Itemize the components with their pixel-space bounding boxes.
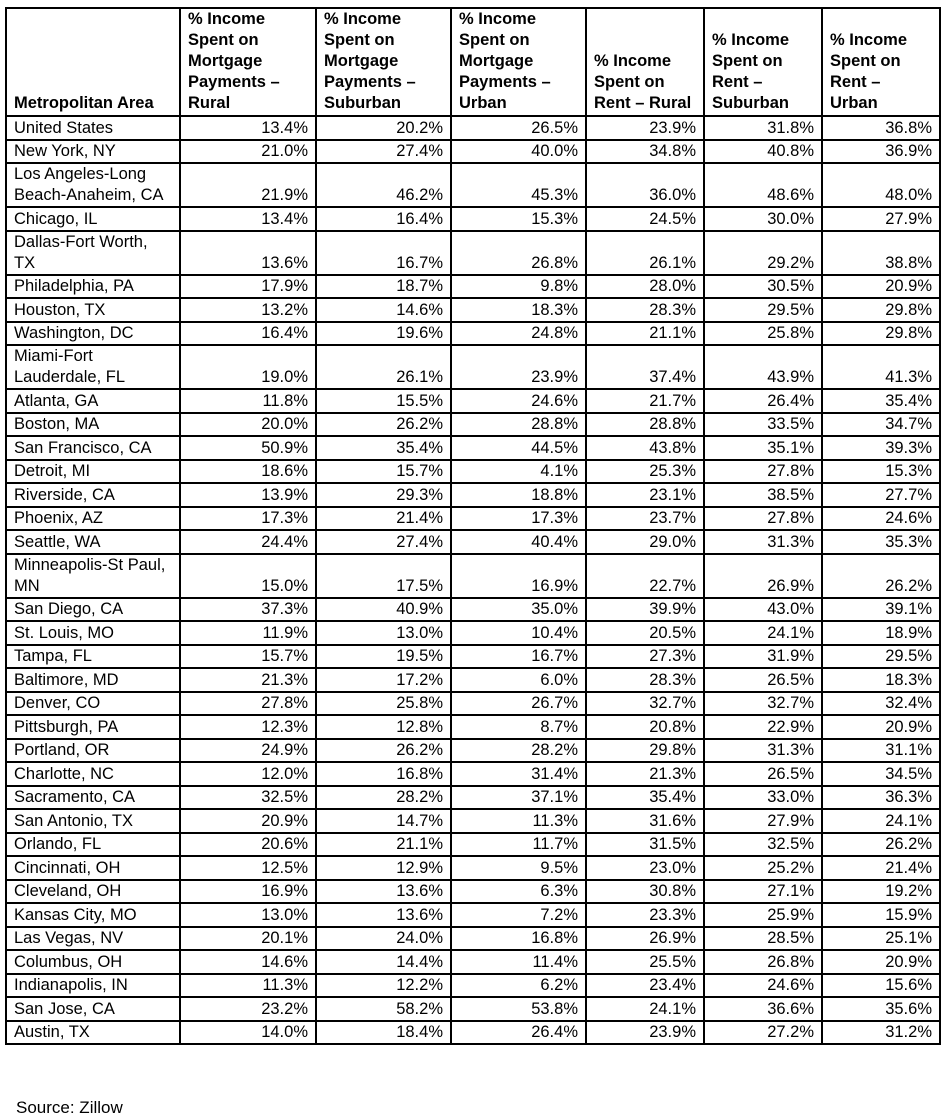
rent-urban-cell: 15.6% [822, 974, 940, 998]
mortgage-suburban-cell: 27.4% [316, 140, 451, 164]
rent-urban-cell: 20.9% [822, 950, 940, 974]
rent-urban-cell: 31.1% [822, 739, 940, 763]
rent-suburban-cell: 26.9% [704, 554, 822, 598]
rent-rural-cell: 21.3% [586, 762, 704, 786]
mortgage-rural-cell: 32.5% [180, 786, 316, 810]
rent-suburban-cell: 30.5% [704, 275, 822, 299]
rent-suburban-cell: 31.3% [704, 739, 822, 763]
mortgage-urban-cell: 16.8% [451, 927, 586, 951]
mortgage-suburban-cell: 13.6% [316, 880, 451, 904]
rent-suburban-cell: 43.9% [704, 345, 822, 389]
rent-urban-cell: 29.8% [822, 298, 940, 322]
mortgage-urban-cell: 7.2% [451, 903, 586, 927]
mortgage-urban-cell: 31.4% [451, 762, 586, 786]
rent-rural-cell: 29.0% [586, 530, 704, 554]
rent-rural-cell: 23.0% [586, 856, 704, 880]
metro-cell: Tampa, FL [6, 645, 180, 669]
table-row [6, 880, 940, 904]
mortgage-urban-cell: 18.3% [451, 298, 586, 322]
mortgage-urban-cell: 16.7% [451, 645, 586, 669]
rent-suburban-cell: 29.2% [704, 231, 822, 275]
metro-cell: Denver, CO [6, 692, 180, 716]
mortgage-suburban-cell: 18.4% [316, 1021, 451, 1045]
mortgage-suburban-cell: 12.2% [316, 974, 451, 998]
mortgage-suburban-cell: 17.2% [316, 668, 451, 692]
metro-cell: Dallas-Fort Worth, TX [6, 231, 180, 275]
mortgage-rural-cell: 17.3% [180, 507, 316, 531]
metro-cell: Phoenix, AZ [6, 507, 180, 531]
mortgage-suburban-cell: 26.2% [316, 413, 451, 437]
rent-urban-cell: 27.7% [822, 483, 940, 507]
mortgage-suburban-cell: 18.7% [316, 275, 451, 299]
mortgage-rural-cell: 11.3% [180, 974, 316, 998]
table-row [6, 507, 940, 531]
mortgage-urban-cell: 26.4% [451, 1021, 586, 1045]
mortgage-suburban-cell: 21.4% [316, 507, 451, 531]
table-row [6, 809, 940, 833]
rent-suburban-cell: 33.0% [704, 786, 822, 810]
mortgage-urban-cell: 4.1% [451, 460, 586, 484]
header-mortgage-suburban: % Income Spent on Mortgage Payments – Suburban [316, 8, 451, 116]
mortgage-urban-cell: 26.5% [451, 116, 586, 140]
mortgage-rural-cell: 14.0% [180, 1021, 316, 1045]
rent-urban-cell: 35.4% [822, 389, 940, 413]
mortgage-urban-cell: 40.4% [451, 530, 586, 554]
rent-rural-cell: 31.6% [586, 809, 704, 833]
rent-suburban-cell: 27.1% [704, 880, 822, 904]
metro-cell: Portland, OR [6, 739, 180, 763]
rent-rural-cell: 36.0% [586, 163, 704, 207]
mortgage-rural-cell: 21.3% [180, 668, 316, 692]
rent-rural-cell: 21.7% [586, 389, 704, 413]
mortgage-urban-cell: 26.8% [451, 231, 586, 275]
mortgage-suburban-cell: 14.7% [316, 809, 451, 833]
mortgage-urban-cell: 8.7% [451, 715, 586, 739]
table-row [6, 298, 940, 322]
metro-cell: Austin, TX [6, 1021, 180, 1045]
rent-suburban-cell: 27.9% [704, 809, 822, 833]
mortgage-urban-cell: 10.4% [451, 621, 586, 645]
metro-cell: Washington, DC [6, 322, 180, 346]
mortgage-urban-cell: 24.6% [451, 389, 586, 413]
header-mortgage-rural: % Income Spent on Mortgage Payments – Rural [180, 8, 316, 116]
rent-urban-cell: 15.3% [822, 460, 940, 484]
mortgage-urban-cell: 28.8% [451, 413, 586, 437]
mortgage-rural-cell: 19.0% [180, 345, 316, 389]
rent-rural-cell: 34.8% [586, 140, 704, 164]
mortgage-rural-cell: 14.6% [180, 950, 316, 974]
rent-suburban-cell: 26.4% [704, 389, 822, 413]
mortgage-suburban-cell: 29.3% [316, 483, 451, 507]
metro-cell: San Jose, CA [6, 997, 180, 1021]
mortgage-urban-cell: 37.1% [451, 786, 586, 810]
rent-urban-cell: 26.2% [822, 833, 940, 857]
rent-urban-cell: 24.1% [822, 809, 940, 833]
metro-cell: Miami-Fort Lauderdale, FL [6, 345, 180, 389]
mortgage-suburban-cell: 24.0% [316, 927, 451, 951]
mortgage-rural-cell: 24.4% [180, 530, 316, 554]
mortgage-urban-cell: 9.8% [451, 275, 586, 299]
mortgage-rural-cell: 24.9% [180, 739, 316, 763]
rent-urban-cell: 48.0% [822, 163, 940, 207]
mortgage-rural-cell: 12.0% [180, 762, 316, 786]
mortgage-suburban-cell: 19.6% [316, 322, 451, 346]
mortgage-suburban-cell: 35.4% [316, 436, 451, 460]
rent-urban-cell: 20.9% [822, 275, 940, 299]
table-row [6, 950, 940, 974]
mortgage-suburban-cell: 17.5% [316, 554, 451, 598]
rent-urban-cell: 29.8% [822, 322, 940, 346]
mortgage-urban-cell: 6.2% [451, 974, 586, 998]
mortgage-suburban-cell: 16.8% [316, 762, 451, 786]
table-row [6, 275, 940, 299]
mortgage-urban-cell: 45.3% [451, 163, 586, 207]
metro-cell: Cincinnati, OH [6, 856, 180, 880]
metro-cell: St. Louis, MO [6, 621, 180, 645]
table-row [6, 833, 940, 857]
mortgage-suburban-cell: 15.7% [316, 460, 451, 484]
mortgage-suburban-cell: 19.5% [316, 645, 451, 669]
mortgage-suburban-cell: 26.2% [316, 739, 451, 763]
mortgage-suburban-cell: 15.5% [316, 389, 451, 413]
metro-cell: Los Angeles-Long Beach-Anaheim, CA [6, 163, 180, 207]
metro-cell: Boston, MA [6, 413, 180, 437]
mortgage-rural-cell: 20.9% [180, 809, 316, 833]
metro-cell: Chicago, IL [6, 207, 180, 231]
metro-cell: United States [6, 116, 180, 140]
rent-suburban-cell: 31.8% [704, 116, 822, 140]
rent-urban-cell: 36.9% [822, 140, 940, 164]
table-row [6, 1021, 940, 1045]
metro-cell: Las Vegas, NV [6, 927, 180, 951]
mortgage-rural-cell: 20.6% [180, 833, 316, 857]
mortgage-suburban-cell: 20.2% [316, 116, 451, 140]
header-row [6, 8, 940, 116]
mortgage-rural-cell: 50.9% [180, 436, 316, 460]
rent-rural-cell: 30.8% [586, 880, 704, 904]
table-row [6, 997, 940, 1021]
table-row [6, 389, 940, 413]
rent-rural-cell: 20.5% [586, 621, 704, 645]
header-mortgage-urban: % Income Spent on Mortgage Payments – Urban [451, 8, 586, 116]
metro-cell: Minneapolis-St Paul, MN [6, 554, 180, 598]
mortgage-rural-cell: 13.4% [180, 207, 316, 231]
metro-cell: Orlando, FL [6, 833, 180, 857]
rent-urban-cell: 36.3% [822, 786, 940, 810]
mortgage-urban-cell: 44.5% [451, 436, 586, 460]
rent-urban-cell: 20.9% [822, 715, 940, 739]
rent-suburban-cell: 35.1% [704, 436, 822, 460]
mortgage-suburban-cell: 40.9% [316, 598, 451, 622]
table-row [6, 715, 940, 739]
table-row [6, 322, 940, 346]
mortgage-suburban-cell: 26.1% [316, 345, 451, 389]
mortgage-urban-cell: 9.5% [451, 856, 586, 880]
header-rent-suburban: % Income Spent on Rent – Suburban [704, 8, 822, 116]
table-row [6, 762, 940, 786]
metro-cell: Kansas City, MO [6, 903, 180, 927]
rent-suburban-cell: 27.2% [704, 1021, 822, 1045]
rent-urban-cell: 31.2% [822, 1021, 940, 1045]
mortgage-urban-cell: 15.3% [451, 207, 586, 231]
rent-suburban-cell: 31.9% [704, 645, 822, 669]
rent-suburban-cell: 48.6% [704, 163, 822, 207]
rent-suburban-cell: 29.5% [704, 298, 822, 322]
table-row [6, 483, 940, 507]
mortgage-rural-cell: 20.1% [180, 927, 316, 951]
mortgage-suburban-cell: 25.8% [316, 692, 451, 716]
rent-suburban-cell: 26.5% [704, 762, 822, 786]
mortgage-suburban-cell: 12.9% [316, 856, 451, 880]
metro-cell: New York, NY [6, 140, 180, 164]
metro-cell: Charlotte, NC [6, 762, 180, 786]
rent-rural-cell: 28.0% [586, 275, 704, 299]
table-row [6, 645, 940, 669]
rent-rural-cell: 39.9% [586, 598, 704, 622]
metro-cell: Columbus, OH [6, 950, 180, 974]
mortgage-urban-cell: 11.4% [451, 950, 586, 974]
rent-urban-cell: 18.9% [822, 621, 940, 645]
rent-urban-cell: 29.5% [822, 645, 940, 669]
rent-suburban-cell: 32.5% [704, 833, 822, 857]
table-row [6, 530, 940, 554]
mortgage-rural-cell: 13.0% [180, 903, 316, 927]
rent-suburban-cell: 26.8% [704, 950, 822, 974]
table-row [6, 739, 940, 763]
mortgage-urban-cell: 40.0% [451, 140, 586, 164]
rent-suburban-cell: 38.5% [704, 483, 822, 507]
rent-suburban-cell: 33.5% [704, 413, 822, 437]
mortgage-suburban-cell: 12.8% [316, 715, 451, 739]
mortgage-rural-cell: 11.8% [180, 389, 316, 413]
rent-suburban-cell: 43.0% [704, 598, 822, 622]
rent-urban-cell: 41.3% [822, 345, 940, 389]
mortgage-urban-cell: 24.8% [451, 322, 586, 346]
mortgage-rural-cell: 16.4% [180, 322, 316, 346]
metro-cell: San Francisco, CA [6, 436, 180, 460]
rent-urban-cell: 39.3% [822, 436, 940, 460]
rent-urban-cell: 25.1% [822, 927, 940, 951]
mortgage-suburban-cell: 14.6% [316, 298, 451, 322]
metro-cell: Cleveland, OH [6, 880, 180, 904]
table-row [6, 786, 940, 810]
table-row [6, 554, 940, 598]
table-row [6, 692, 940, 716]
table-body [6, 116, 940, 1044]
rent-rural-cell: 32.7% [586, 692, 704, 716]
rent-rural-cell: 25.5% [586, 950, 704, 974]
mortgage-urban-cell: 6.3% [451, 880, 586, 904]
mortgage-urban-cell: 18.8% [451, 483, 586, 507]
rent-rural-cell: 26.9% [586, 927, 704, 951]
mortgage-suburban-cell: 13.0% [316, 621, 451, 645]
mortgage-suburban-cell: 14.4% [316, 950, 451, 974]
metro-cell: Baltimore, MD [6, 668, 180, 692]
rent-urban-cell: 15.9% [822, 903, 940, 927]
rent-urban-cell: 35.6% [822, 997, 940, 1021]
rent-rural-cell: 23.4% [586, 974, 704, 998]
mortgage-rural-cell: 15.0% [180, 554, 316, 598]
rent-urban-cell: 18.3% [822, 668, 940, 692]
mortgage-suburban-cell: 16.7% [316, 231, 451, 275]
rent-rural-cell: 43.8% [586, 436, 704, 460]
mortgage-urban-cell: 11.7% [451, 833, 586, 857]
rent-urban-cell: 34.7% [822, 413, 940, 437]
mortgage-rural-cell: 12.3% [180, 715, 316, 739]
table-row [6, 207, 940, 231]
header-metro: Metropolitan Area [6, 8, 180, 116]
mortgage-suburban-cell: 16.4% [316, 207, 451, 231]
rent-suburban-cell: 22.9% [704, 715, 822, 739]
rent-rural-cell: 37.4% [586, 345, 704, 389]
mortgage-suburban-cell: 21.1% [316, 833, 451, 857]
rent-rural-cell: 35.4% [586, 786, 704, 810]
rent-rural-cell: 31.5% [586, 833, 704, 857]
rent-suburban-cell: 25.2% [704, 856, 822, 880]
rent-rural-cell: 23.3% [586, 903, 704, 927]
mortgage-rural-cell: 16.9% [180, 880, 316, 904]
rent-rural-cell: 22.7% [586, 554, 704, 598]
rent-suburban-cell: 24.6% [704, 974, 822, 998]
rent-suburban-cell: 31.3% [704, 530, 822, 554]
rent-rural-cell: 28.3% [586, 298, 704, 322]
table-row [6, 436, 940, 460]
mortgage-rural-cell: 18.6% [180, 460, 316, 484]
mortgage-urban-cell: 16.9% [451, 554, 586, 598]
mortgage-rural-cell: 21.0% [180, 140, 316, 164]
mortgage-rural-cell: 17.9% [180, 275, 316, 299]
rent-suburban-cell: 25.9% [704, 903, 822, 927]
metro-cell: Detroit, MI [6, 460, 180, 484]
mortgage-rural-cell: 37.3% [180, 598, 316, 622]
metro-cell: Riverside, CA [6, 483, 180, 507]
rent-rural-cell: 26.1% [586, 231, 704, 275]
rent-rural-cell: 23.9% [586, 1021, 704, 1045]
metro-cell: Indianapolis, IN [6, 974, 180, 998]
rent-suburban-cell: 27.8% [704, 460, 822, 484]
rent-suburban-cell: 28.5% [704, 927, 822, 951]
mortgage-rural-cell: 23.2% [180, 997, 316, 1021]
rent-suburban-cell: 24.1% [704, 621, 822, 645]
table-row [6, 621, 940, 645]
rent-rural-cell: 24.1% [586, 997, 704, 1021]
metro-cell: San Antonio, TX [6, 809, 180, 833]
mortgage-suburban-cell: 27.4% [316, 530, 451, 554]
rent-urban-cell: 39.1% [822, 598, 940, 622]
rent-rural-cell: 28.3% [586, 668, 704, 692]
metro-cell: Sacramento, CA [6, 786, 180, 810]
mortgage-rural-cell: 11.9% [180, 621, 316, 645]
rent-urban-cell: 27.9% [822, 207, 940, 231]
mortgage-urban-cell: 6.0% [451, 668, 586, 692]
table-row [6, 231, 940, 275]
table-row [6, 598, 940, 622]
source-note: Source: Zillow [16, 1098, 123, 1117]
rent-rural-cell: 23.9% [586, 116, 704, 140]
mortgage-rural-cell: 12.5% [180, 856, 316, 880]
table-row [6, 927, 940, 951]
table-row [6, 974, 940, 998]
rent-urban-cell: 32.4% [822, 692, 940, 716]
rent-urban-cell: 21.4% [822, 856, 940, 880]
table-row [6, 163, 940, 207]
rent-suburban-cell: 26.5% [704, 668, 822, 692]
rent-urban-cell: 35.3% [822, 530, 940, 554]
mortgage-urban-cell: 26.7% [451, 692, 586, 716]
metro-cell: Philadelphia, PA [6, 275, 180, 299]
rent-rural-cell: 25.3% [586, 460, 704, 484]
rent-rural-cell: 29.8% [586, 739, 704, 763]
rent-suburban-cell: 25.8% [704, 322, 822, 346]
rent-urban-cell: 24.6% [822, 507, 940, 531]
rent-urban-cell: 34.5% [822, 762, 940, 786]
table-row [6, 668, 940, 692]
mortgage-suburban-cell: 13.6% [316, 903, 451, 927]
table-row [6, 413, 940, 437]
header-rent-rural: % Income Spent on Rent – Rural [586, 8, 704, 116]
rent-rural-cell: 20.8% [586, 715, 704, 739]
rent-urban-cell: 26.2% [822, 554, 940, 598]
mortgage-rural-cell: 15.7% [180, 645, 316, 669]
table-row [6, 345, 940, 389]
mortgage-rural-cell: 13.6% [180, 231, 316, 275]
table-row [6, 903, 940, 927]
rent-suburban-cell: 30.0% [704, 207, 822, 231]
mortgage-urban-cell: 28.2% [451, 739, 586, 763]
mortgage-rural-cell: 13.9% [180, 483, 316, 507]
rent-suburban-cell: 40.8% [704, 140, 822, 164]
mortgage-rural-cell: 13.4% [180, 116, 316, 140]
rent-rural-cell: 24.5% [586, 207, 704, 231]
rent-suburban-cell: 32.7% [704, 692, 822, 716]
mortgage-urban-cell: 17.3% [451, 507, 586, 531]
mortgage-urban-cell: 53.8% [451, 997, 586, 1021]
table-row [6, 140, 940, 164]
mortgage-urban-cell: 35.0% [451, 598, 586, 622]
rent-rural-cell: 23.7% [586, 507, 704, 531]
housing-cost-table [5, 7, 941, 1045]
mortgage-rural-cell: 20.0% [180, 413, 316, 437]
metro-cell: Pittsburgh, PA [6, 715, 180, 739]
mortgage-urban-cell: 11.3% [451, 809, 586, 833]
mortgage-suburban-cell: 58.2% [316, 997, 451, 1021]
metro-cell: Atlanta, GA [6, 389, 180, 413]
mortgage-rural-cell: 27.8% [180, 692, 316, 716]
rent-rural-cell: 21.1% [586, 322, 704, 346]
rent-rural-cell: 27.3% [586, 645, 704, 669]
rent-suburban-cell: 27.8% [704, 507, 822, 531]
metro-cell: San Diego, CA [6, 598, 180, 622]
mortgage-suburban-cell: 46.2% [316, 163, 451, 207]
header-rent-urban: % Income Spent on Rent – Urban [822, 8, 940, 116]
rent-urban-cell: 19.2% [822, 880, 940, 904]
metro-cell: Houston, TX [6, 298, 180, 322]
mortgage-rural-cell: 13.2% [180, 298, 316, 322]
metro-cell: Seattle, WA [6, 530, 180, 554]
rent-urban-cell: 36.8% [822, 116, 940, 140]
table-row [6, 460, 940, 484]
rent-suburban-cell: 36.6% [704, 997, 822, 1021]
table-row [6, 856, 940, 880]
mortgage-urban-cell: 23.9% [451, 345, 586, 389]
rent-rural-cell: 28.8% [586, 413, 704, 437]
rent-urban-cell: 38.8% [822, 231, 940, 275]
mortgage-suburban-cell: 28.2% [316, 786, 451, 810]
rent-rural-cell: 23.1% [586, 483, 704, 507]
mortgage-rural-cell: 21.9% [180, 163, 316, 207]
table-row [6, 116, 940, 140]
